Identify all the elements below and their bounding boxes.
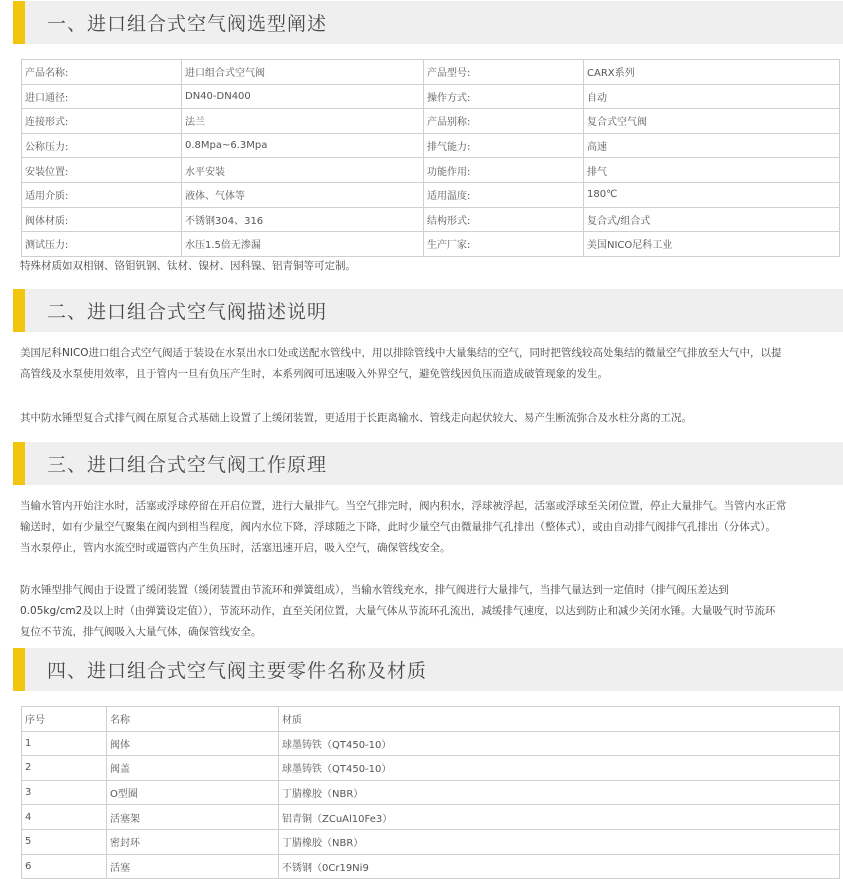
spec-label-cell: 公称压力: xyxy=(22,133,182,158)
spec-value-cell: 法兰 xyxy=(182,109,424,134)
spec-label-cell: 阀体材质: xyxy=(22,207,182,232)
spec-value-cell: 0.8Mpa~6.3Mpa xyxy=(182,133,424,158)
spec-row xyxy=(22,207,840,232)
spec-label-cell: 进口通径: xyxy=(22,84,182,109)
part-number-cell: 1 xyxy=(22,731,107,756)
spec-row xyxy=(22,182,840,207)
principle-paragraph xyxy=(20,580,835,643)
parts-row xyxy=(22,805,840,830)
text-line: 当输水管内开始注水时，活塞或浮球停留在开启位置，进行大量排气。当空气排完时，阀内积水，浮球被浮起，活塞或浮球至关闭位置，停止大量排气。当管内水正常 xyxy=(20,500,787,512)
spec-label-cell: 操作方式: xyxy=(424,84,584,109)
section-title: 四、进口组合式空气阀主要零件名称及材质 xyxy=(47,660,428,682)
section-title: 一、进口组合式空气阀选型阐述 xyxy=(47,13,328,35)
text-line: 输送时，如有少量空气聚集在阀内到相当程度，阀内水位下降，浮球随之下降，此时少量空气由微量排气孔排出（整体式），或由自动排气阀排气孔排出（分体式）。 xyxy=(20,521,776,533)
part-name-cell: 阀盖 xyxy=(107,756,279,781)
spec-row xyxy=(22,133,840,158)
description-paragraph xyxy=(20,343,835,385)
spec-row xyxy=(22,60,840,85)
spec-value-cell: 液体、气体等 xyxy=(182,182,424,207)
spec-label-cell: 产品型号: xyxy=(424,60,584,85)
part-number-cell: 5 xyxy=(22,829,107,854)
text-line: 复位不节流，排气阀吸入大量气体，确保管线安全。 xyxy=(20,626,262,638)
part-material-cell: 丁腈橡胶（NBR） xyxy=(279,780,840,805)
section-header-description xyxy=(13,289,843,332)
spec-value-cell: 180℃ xyxy=(584,182,840,207)
part-material-cell: 铝青铜（ZCuAl10Fe3） xyxy=(279,805,840,830)
spec-label-cell: 测试压力: xyxy=(22,232,182,257)
spec-row xyxy=(22,84,840,109)
part-name-cell: 密封环 xyxy=(107,829,279,854)
text-line: 当水泵停止，管内水流空时或逼管内产生负压时，活塞迅速开启，吸入空气，确保管线安全。 xyxy=(20,542,451,554)
spec-label-cell: 适用介质: xyxy=(22,182,182,207)
spec-value-cell: CARX系列 xyxy=(584,60,840,85)
spec-label-cell: 适用温度: xyxy=(424,182,584,207)
part-material-cell: 球墨铸铁（QT450-10） xyxy=(279,756,840,781)
section-header-parts xyxy=(13,648,843,691)
spec-value-cell: 自动 xyxy=(584,84,840,109)
section-header-principle xyxy=(13,442,843,485)
header-cell: 材质 xyxy=(279,707,840,732)
header-cell: 名称 xyxy=(107,707,279,732)
parts-row xyxy=(22,780,840,805)
section-header-selection xyxy=(13,1,843,44)
spec-label-cell: 安装位置: xyxy=(22,158,182,183)
spec-value-cell: 不锈钢304、316 xyxy=(182,207,424,232)
spec-value-cell: DN40-DN400 xyxy=(182,84,424,109)
spec-label-cell: 功能作用: xyxy=(424,158,584,183)
spec-value-cell: 美国NICO尼科工业 xyxy=(584,232,840,257)
spec-value-cell: 复合式空气阀 xyxy=(584,109,840,134)
spec-row xyxy=(22,232,840,257)
section-title: 二、进口组合式空气阀描述说明 xyxy=(47,301,328,323)
spec-value-cell: 复合式/组合式 xyxy=(584,207,840,232)
spec-value-cell: 水平安装 xyxy=(182,158,424,183)
spec-table xyxy=(21,59,840,257)
spec-value-cell: 进口组合式空气阀 xyxy=(182,60,424,85)
part-number-cell: 4 xyxy=(22,805,107,830)
part-material-cell: 丁腈橡胶（NBR） xyxy=(279,829,840,854)
description-paragraph: 其中防水锤型复合式排气阀在原复合式基础上设置了上缓闭装置，更适用于长距离输水、管线走向起伏较大、易产生断流弥合及水柱分离的工况。 xyxy=(20,412,692,424)
part-number-cell: 2 xyxy=(22,756,107,781)
part-name-cell: O型圈 xyxy=(107,780,279,805)
spec-label-cell: 产品名称: xyxy=(22,60,182,85)
spec-label-cell: 排气能力: xyxy=(424,133,584,158)
parts-row xyxy=(22,829,840,854)
part-material-cell: 不锈钢（0Cr19Ni9 xyxy=(279,854,840,879)
principle-paragraph xyxy=(20,496,835,559)
spec-row xyxy=(22,109,840,134)
part-number-cell: 3 xyxy=(22,780,107,805)
spec-value-cell: 排气 xyxy=(584,158,840,183)
text-line: 高管线及水泵使用效率，且于管内一旦有负压产生时，本系列阀可迅速吸入外界空气，避免管线因负压而造成破管现象的发生。 xyxy=(20,368,608,380)
spec-label-cell: 结构形式: xyxy=(424,207,584,232)
text-line: 美国尼科NICO进口组合式空气阀适于装设在水泵出水口处或送配水管线中，用以排除管线中大量集结的空气，同时把管线较高处集结的微量空气排放至大气中，以提 xyxy=(20,347,782,359)
header-cell: 序号 xyxy=(22,707,107,732)
spec-label-cell: 生产厂家: xyxy=(424,232,584,257)
parts-table xyxy=(21,706,840,879)
text-line: 防水锤型排气阀由于设置了缓闭装置（缓闭装置由节流环和弹簧组成），当输水管线充水，排气阀进行大量排气，当排气量达到一定值时（排气阀压差达到 xyxy=(20,584,729,596)
text-line: 0.05kg/cm2及以上时（由弹簧设定值）），节流环动作，直至关闭位置，大量气体从节流环孔流出，减缓排气速度，以达到防止和减少关闭水锤。大量吸气时节流环 xyxy=(20,605,776,617)
section-title: 三、进口组合式空气阀工作原理 xyxy=(47,454,328,476)
spec-label-cell: 连接形式: xyxy=(22,109,182,134)
spec-value-cell: 水压1.5倍无渗漏 xyxy=(182,232,424,257)
spec-value-cell: 高速 xyxy=(584,133,840,158)
parts-row xyxy=(22,854,840,879)
parts-row xyxy=(22,731,840,756)
part-name-cell: 阀体 xyxy=(107,731,279,756)
part-material-cell: 球墨铸铁（QT450-10） xyxy=(279,731,840,756)
parts-header-row xyxy=(22,707,840,732)
spec-label-cell: 产品别称: xyxy=(424,109,584,134)
part-number-cell: 6 xyxy=(22,854,107,879)
parts-row xyxy=(22,756,840,781)
special-material-note: 特殊材质如双相钢、铬钼钒钢、钛材、镍材、因科镍、铝青铜等可定制。 xyxy=(20,260,356,272)
part-name-cell: 活塞架 xyxy=(107,805,279,830)
part-name-cell: 活塞 xyxy=(107,854,279,879)
spec-row xyxy=(22,158,840,183)
